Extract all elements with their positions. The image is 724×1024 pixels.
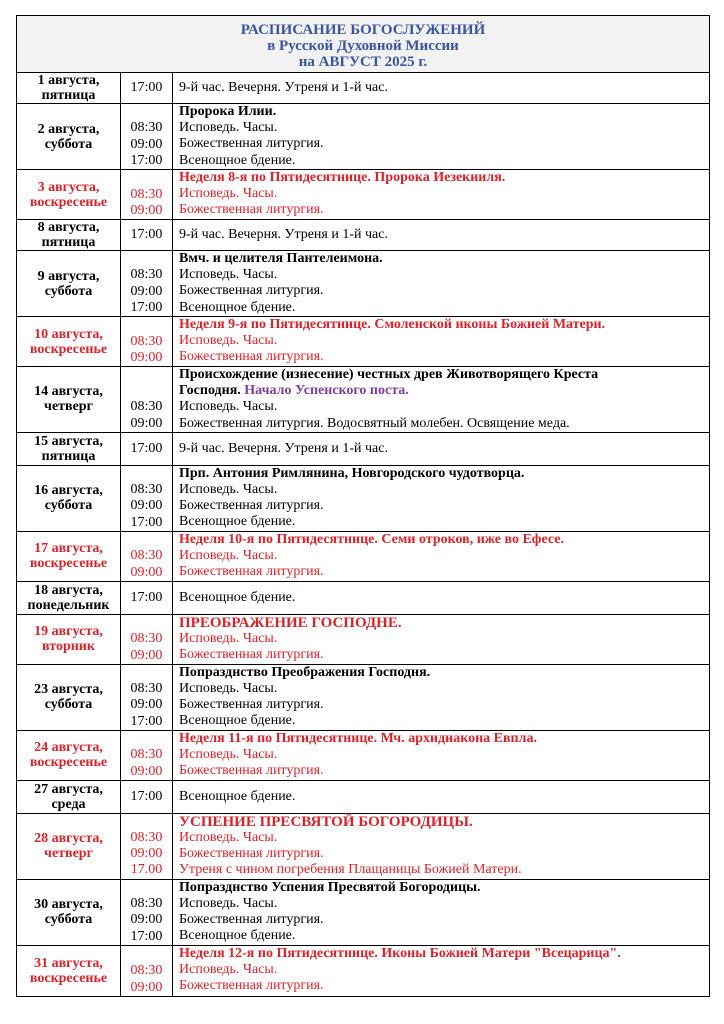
date-cell	[17, 367, 121, 433]
time-cell	[121, 664, 173, 730]
service-line	[179, 283, 709, 299]
service-cell	[173, 581, 710, 614]
service-time	[121, 615, 172, 631]
service-text: Божественная литургия.	[179, 647, 324, 663]
service-text: Прп. Антония Римлянина, Новгородского чудотворца.	[179, 465, 525, 481]
date-day: 17 августа,	[34, 541, 103, 557]
service-text: Божественная литургия.	[179, 697, 324, 713]
date-cell	[17, 664, 121, 730]
date-day: 8 августа,	[37, 220, 100, 235]
service-line	[179, 896, 709, 912]
schedule-table	[16, 15, 710, 997]
service-line	[179, 862, 709, 878]
service-time: 17:00	[130, 226, 163, 242]
schedule-row	[17, 465, 710, 531]
title-line-2: в Русской Духовной Миссии	[267, 38, 459, 54]
date-day: 24 августа,	[34, 740, 103, 756]
service-line	[179, 153, 709, 169]
service-text: Божественная литургия.	[179, 136, 324, 152]
date-cell	[17, 251, 121, 317]
service-line	[179, 349, 709, 365]
service-time	[121, 880, 172, 896]
service-time: 08:30	[130, 333, 163, 349]
date-weekday: суббота	[44, 136, 93, 152]
schedule-row	[17, 104, 710, 170]
service-time	[121, 731, 172, 747]
time-cell	[121, 813, 173, 879]
service-time: 08:30	[130, 631, 163, 647]
service-line	[179, 186, 709, 202]
time-cell	[121, 367, 173, 433]
service-title	[179, 466, 709, 482]
service-text: Божественная литургия.	[179, 846, 324, 862]
date-day: 27 августа,	[34, 781, 103, 797]
service-text: Попразднство Преображения Господня.	[179, 664, 431, 680]
service-text: УСПЕНИЕ ПРЕСВЯТОЙ БОГОРОДИЦЫ.	[179, 813, 473, 830]
schedule-row	[17, 531, 710, 581]
schedule-row	[17, 73, 710, 104]
service-time: 09:00	[130, 564, 163, 580]
service-cell	[173, 780, 710, 813]
service-text: Исповедь. Часы.	[179, 681, 278, 697]
title-row	[17, 16, 710, 73]
service-text: Исповедь. Часы.	[179, 186, 278, 202]
date-weekday: воскресенье	[29, 556, 108, 572]
service-line	[179, 80, 709, 96]
service-text: Божественная литургия.	[179, 349, 324, 365]
date-day: 14 августа,	[34, 384, 103, 400]
service-line	[179, 846, 709, 862]
service-line	[179, 912, 709, 928]
lent-start-note: Начало Успенского поста.	[244, 383, 409, 399]
service-time	[121, 947, 172, 963]
service-line	[179, 713, 709, 729]
service-text: Всенощное бдение.	[179, 788, 296, 804]
date-cell	[17, 73, 121, 104]
service-time: 08:30	[130, 120, 163, 136]
schedule-row	[17, 614, 710, 664]
service-line	[179, 962, 709, 978]
service-title	[179, 814, 709, 830]
service-cell	[173, 251, 710, 317]
service-line	[179, 763, 709, 779]
schedule-row	[17, 367, 710, 433]
service-cell	[173, 104, 710, 170]
service-text: Неделя 9-я по Пятидесятнице. Смоленской иконы Божией Матери.	[179, 317, 606, 332]
date-cell	[17, 945, 121, 996]
date-cell	[17, 614, 121, 664]
date-weekday: суббота	[44, 498, 93, 514]
service-title	[179, 532, 709, 548]
service-line	[179, 631, 709, 647]
date-weekday: среда	[51, 796, 86, 812]
service-title	[179, 317, 709, 333]
service-line	[179, 789, 709, 805]
date-cell	[17, 317, 121, 367]
service-text: Исповедь. Часы.	[179, 333, 278, 349]
service-time: 17:00	[130, 589, 163, 605]
date-cell	[17, 730, 121, 780]
date-day: 1 августа,	[37, 73, 100, 88]
service-line	[179, 441, 709, 457]
schedule-row	[17, 813, 710, 879]
date-weekday: четверг	[44, 399, 93, 415]
time-cell	[121, 432, 173, 465]
service-time	[121, 383, 172, 399]
date-day: 23 августа,	[34, 682, 103, 698]
service-cell	[173, 367, 710, 433]
service-text: Божественная литургия. Водосвятный молебен. Освящение меда.	[179, 415, 570, 431]
service-line	[179, 333, 709, 349]
service-text: Исповедь. Часы.	[179, 896, 278, 912]
service-time: 09:00	[130, 349, 163, 365]
service-line	[179, 300, 709, 316]
service-text: Утреня с чином погребения Плащаницы Божией Матери.	[179, 862, 522, 878]
service-time: 08:30	[130, 186, 163, 202]
service-text: Всенощное бдение.	[179, 713, 296, 729]
service-cell	[173, 730, 710, 780]
service-time: 09:00	[130, 763, 163, 779]
time-cell	[121, 879, 173, 945]
service-line	[179, 514, 709, 530]
service-text: Божественная литургия.	[179, 912, 324, 928]
service-time: 08:30	[130, 829, 163, 845]
service-line	[179, 548, 709, 564]
date-weekday: воскресенье	[29, 970, 108, 986]
service-line	[179, 590, 709, 606]
service-line	[179, 416, 709, 432]
service-title	[179, 104, 709, 120]
service-line	[179, 747, 709, 763]
schedule-row	[17, 945, 710, 996]
service-time	[121, 170, 172, 186]
service-text: Исповедь. Часы.	[179, 962, 278, 978]
time-cell	[121, 614, 173, 664]
schedule-row	[17, 170, 710, 220]
time-cell	[121, 730, 173, 780]
service-cell	[173, 432, 710, 465]
service-line	[179, 681, 709, 697]
date-cell	[17, 170, 121, 220]
service-time	[121, 251, 172, 267]
service-text: Всенощное бдение.	[179, 299, 296, 315]
service-text: Всенощное бдение.	[179, 589, 296, 605]
service-time: 08:30	[130, 747, 163, 763]
service-time: 09:00	[130, 498, 163, 514]
date-day: 9 августа,	[37, 268, 100, 284]
service-text: Божественная литургия.	[179, 498, 324, 514]
service-time: 17:00	[130, 79, 163, 95]
time-cell	[121, 581, 173, 614]
date-cell	[17, 531, 121, 581]
date-weekday: пятница	[41, 448, 96, 464]
service-time: 08:30	[130, 681, 163, 697]
date-day: 10 августа,	[34, 326, 103, 342]
service-text: Исповедь. Часы.	[179, 747, 278, 763]
service-line	[179, 647, 709, 663]
service-text: Неделя 10-я по Пятидесятнице. Семи отроков, иже во Ефесе.	[179, 531, 564, 547]
service-time: 09:00	[130, 415, 163, 431]
service-cell	[173, 945, 710, 996]
date-weekday: понедельник	[27, 597, 110, 613]
service-line	[179, 120, 709, 136]
service-text: Неделя 11-я по Пятидесятнице. Мч. архидиакона Евпла.	[179, 730, 537, 746]
date-weekday: суббота	[44, 697, 93, 713]
service-time: 08:30	[130, 896, 163, 912]
service-text: Исповедь. Часы.	[179, 482, 278, 498]
service-text: 9-й час. Вечерня. Утреня и 1-й час.	[179, 440, 388, 456]
service-text: Всенощное бдение.	[179, 928, 296, 944]
date-day: 28 августа,	[34, 831, 103, 847]
service-cell	[173, 664, 710, 730]
title-line-1: РАСПИСАНИЕ БОГОСЛУЖЕНИЙ	[240, 22, 486, 38]
date-weekday: вторник	[42, 639, 95, 655]
service-text: Исповедь. Часы.	[179, 399, 278, 415]
service-cell	[173, 614, 710, 664]
service-text: ПРЕОБРАЖЕНИЕ ГОСПОДНЕ.	[179, 614, 402, 631]
service-text: Исповедь. Часы.	[179, 631, 278, 647]
service-text: Исповедь. Часы.	[179, 120, 278, 136]
date-day: 19 августа,	[34, 624, 103, 640]
date-day: 16 августа,	[34, 483, 103, 499]
service-line	[179, 267, 709, 283]
schedule-row	[17, 581, 710, 614]
service-time	[121, 317, 172, 333]
date-weekday: воскресенье	[29, 194, 108, 210]
service-title	[179, 615, 709, 631]
date-weekday: воскресенье	[29, 341, 108, 357]
service-text: Неделя 8-я по Пятидесятнице. Пророка Иезекииля.	[179, 170, 506, 185]
service-time	[121, 367, 172, 383]
service-cell	[173, 465, 710, 531]
service-line	[179, 564, 709, 580]
time-cell	[121, 780, 173, 813]
service-cell	[173, 220, 710, 251]
service-time: 09:00	[130, 202, 163, 218]
service-time	[121, 466, 172, 482]
date-day: 30 августа,	[34, 897, 103, 913]
date-weekday: пятница	[41, 88, 96, 103]
title-line-3: на АВГУСТ 2025 г.	[298, 54, 428, 70]
service-cell	[173, 317, 710, 367]
time-cell	[121, 317, 173, 367]
time-cell	[121, 73, 173, 104]
service-text: Попразднство Успения Пресвятой Богородицы.	[179, 879, 481, 895]
service-line	[179, 498, 709, 514]
schedule-row	[17, 879, 710, 945]
date-weekday: суббота	[44, 283, 93, 299]
service-time	[121, 532, 172, 548]
time-cell	[121, 170, 173, 220]
service-text: 9-й час. Вечерня. Утреня и 1-й час.	[179, 226, 388, 242]
time-cell	[121, 220, 173, 251]
schedule-row	[17, 220, 710, 251]
date-cell	[17, 813, 121, 879]
service-time: 08:30	[130, 399, 163, 415]
date-cell	[17, 879, 121, 945]
service-text: Неделя 12-я по Пятидесятнице. Иконы Божией Матери "Всецарица".	[179, 945, 621, 961]
service-title	[179, 731, 709, 747]
service-text: Божественная литургия.	[179, 978, 324, 994]
service-text: Исповедь. Часы.	[179, 830, 278, 846]
service-text: 9-й час. Вечерня. Утреня и 1-й час.	[179, 79, 388, 95]
service-cell	[173, 170, 710, 220]
service-line	[179, 978, 709, 994]
date-cell	[17, 220, 121, 251]
service-text: Божественная литургия.	[179, 564, 324, 580]
service-time: 17:00	[130, 299, 163, 315]
service-cell	[173, 73, 710, 104]
service-line	[179, 928, 709, 944]
service-text: Божественная литургия.	[179, 283, 324, 299]
time-cell	[121, 251, 173, 317]
time-cell	[121, 945, 173, 996]
service-line	[179, 830, 709, 846]
service-time: 09:00	[130, 697, 163, 713]
service-cell	[173, 813, 710, 879]
service-time: 09:00	[130, 136, 163, 152]
service-time: 17:00	[130, 928, 163, 944]
service-time	[121, 104, 172, 120]
service-time: 08:30	[130, 963, 163, 979]
time-cell	[121, 531, 173, 581]
service-title	[179, 251, 709, 267]
service-text: Происхождение (изнесение) честных древ Животворящего Креста	[179, 367, 599, 382]
service-title	[179, 946, 709, 962]
service-time	[121, 665, 172, 681]
service-time: 09:00	[130, 912, 163, 928]
service-title	[179, 383, 709, 399]
date-day: 2 августа,	[37, 121, 100, 137]
service-line	[179, 136, 709, 152]
service-text: Божественная литургия.	[179, 202, 324, 218]
service-cell	[173, 531, 710, 581]
schedule-row	[17, 432, 710, 465]
service-time: 17:00	[130, 440, 163, 456]
schedule-title	[17, 16, 710, 73]
schedule-row	[17, 780, 710, 813]
service-time: 08:30	[130, 548, 163, 564]
date-cell	[17, 581, 121, 614]
date-weekday: четверг	[44, 846, 93, 862]
service-time: 17.00	[130, 862, 163, 878]
service-time: 17:00	[130, 788, 163, 804]
date-weekday: суббота	[44, 912, 93, 928]
date-day: 15 августа,	[34, 433, 103, 449]
service-line	[179, 697, 709, 713]
schedule-row	[17, 664, 710, 730]
service-time: 09:00	[130, 846, 163, 862]
service-time: 08:30	[130, 482, 163, 498]
service-time: 17:00	[130, 514, 163, 530]
schedule-row	[17, 730, 710, 780]
date-cell	[17, 104, 121, 170]
service-time: 09:00	[130, 283, 163, 299]
service-cell	[173, 879, 710, 945]
service-title	[179, 170, 709, 186]
service-text: Исповедь. Часы.	[179, 548, 278, 564]
service-text: Всенощное бдение.	[179, 152, 296, 168]
time-cell	[121, 104, 173, 170]
date-cell	[17, 432, 121, 465]
date-day: 3 августа,	[37, 179, 100, 195]
service-time: 09:00	[130, 979, 163, 995]
service-time: 09:00	[130, 647, 163, 663]
service-text: Господня.	[179, 383, 245, 399]
service-time: 17:00	[130, 713, 163, 729]
service-line	[179, 227, 709, 243]
service-time: 17:00	[130, 152, 163, 168]
service-line	[179, 399, 709, 415]
service-text: Пророка Илии.	[179, 104, 277, 119]
service-line	[179, 202, 709, 218]
service-text: Исповедь. Часы.	[179, 267, 278, 283]
date-day: 18 августа,	[34, 582, 103, 598]
service-text: Вмч. и целителя Пантелеимона.	[179, 251, 383, 266]
service-text: Всенощное бдение.	[179, 514, 296, 530]
schedule-row	[17, 317, 710, 367]
service-title	[179, 367, 709, 383]
service-time: 08:30	[130, 267, 163, 283]
date-day: 31 августа,	[34, 955, 103, 971]
schedule-row	[17, 251, 710, 317]
service-text: Божественная литургия.	[179, 763, 324, 779]
date-cell	[17, 780, 121, 813]
service-title	[179, 880, 709, 896]
time-cell	[121, 465, 173, 531]
service-title	[179, 665, 709, 681]
date-cell	[17, 465, 121, 531]
service-line	[179, 482, 709, 498]
date-weekday: пятница	[41, 235, 96, 250]
date-weekday: воскресенье	[29, 755, 108, 771]
